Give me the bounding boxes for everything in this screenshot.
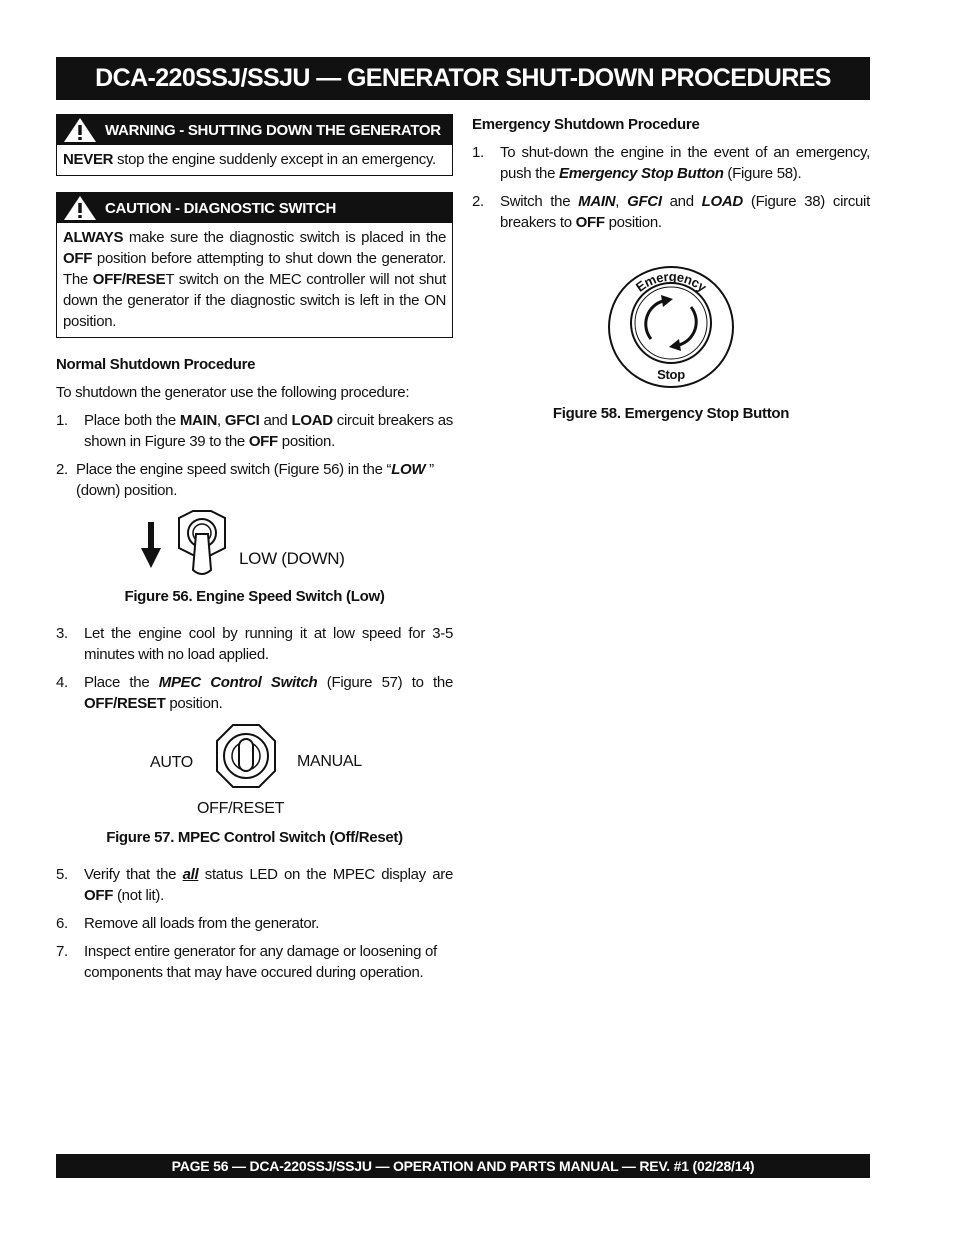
step-text-bold-italic: Emergency Stop Button (559, 165, 724, 182)
fig57-auto-label: AUTO (149, 754, 193, 771)
caution-box (56, 192, 453, 338)
caution-text-3: T switch on the MEC controller will not shut down the generator if the diagnostic switch is left in the ON position. (63, 271, 446, 330)
left-column (56, 114, 453, 990)
step-number: 7. (56, 943, 68, 960)
step-text (76, 459, 453, 501)
fig56-label: LOW (DOWN) (238, 549, 345, 568)
step-text-part: To shut-down the engine in the event of an emergency, push the (500, 144, 870, 182)
figure-56-caption: Figure 56. Engine Speed Switch (Low) (124, 588, 385, 605)
step-number: 5. (56, 866, 68, 883)
warning-triangle-icon (63, 117, 97, 143)
normal-shutdown-intro: To shutdown the generator use the following procedure: (56, 384, 410, 401)
fig57-manual-label: MANUAL (296, 753, 362, 770)
caution-triangle-icon (63, 195, 97, 221)
engine-speed-switch-figure (135, 508, 375, 580)
warning-box (56, 114, 453, 176)
fig58-bottom-label: Stop (657, 367, 685, 382)
step-text-part: Place the engine speed switch (Figure 56) in the “ (76, 461, 392, 478)
step-text-part: and (661, 193, 702, 210)
warning-header (57, 115, 452, 145)
warning-lead: NEVER (63, 151, 114, 168)
page-footer (56, 1154, 870, 1178)
step-number: 1. (56, 412, 68, 429)
step-number: 3. (56, 625, 68, 642)
caution-title: CAUTION - DIAGNOSTIC SWITCH (105, 199, 337, 217)
step-text-part: Switch the (500, 193, 579, 210)
caution-off-reset: OFF/RESE (92, 271, 166, 288)
step-text-bold: LOAD (291, 412, 333, 429)
step-text-bold: MAIN (179, 412, 217, 429)
step-text-part: (Figure 38) circuit breakers to (500, 193, 870, 231)
caution-always: ALWAYS (63, 229, 124, 246)
step-number: 6. (56, 915, 68, 932)
step-text-bold: OFF (84, 887, 114, 904)
step-text-bold: GFCI (224, 412, 260, 429)
figure-58 (472, 257, 870, 397)
page-title (56, 57, 870, 100)
step-number: 2. (56, 461, 68, 478)
step-text-part: Place the (84, 674, 159, 691)
emergency-stop-button-figure (601, 257, 741, 397)
figure-57 (56, 721, 453, 821)
figure-58-caption: Figure 58. Emergency Stop Button (552, 405, 790, 422)
step-text-part: status LED on the MPEC display are (198, 866, 453, 883)
fig58-top-text: Emergency (632, 268, 710, 295)
normal-step-2 (56, 459, 453, 501)
step-text-part: , (615, 193, 628, 210)
step-text (500, 142, 870, 184)
step-text (84, 864, 453, 906)
step-text-part: and (259, 412, 292, 429)
emergency-step-2 (472, 191, 870, 233)
figure-57-caption: Figure 57. MPEC Control Switch (Off/Reset) (106, 829, 403, 846)
step-text-part: , (217, 412, 225, 429)
step-text-bold-italic: LOAD (701, 193, 743, 210)
step-text-bold: OFF (248, 433, 278, 450)
step-text: Let the engine cool by running it at low speed for 3-5 minutes with no load applied. (84, 625, 453, 663)
right-column (472, 114, 870, 440)
step-text (84, 410, 453, 452)
step-text (500, 191, 870, 233)
caution-header (57, 193, 452, 223)
step-text-bold-italic: MPEC Control Switch (158, 674, 318, 691)
normal-step-5 (56, 864, 453, 906)
warning-body (57, 145, 452, 175)
fig57-offreset-label: OFF/RESET (196, 800, 284, 817)
emergency-step-1 (472, 142, 870, 184)
normal-step-7 (56, 941, 453, 983)
figure-56 (56, 508, 453, 580)
warning-text: stop the engine suddenly except in an emergency. (113, 151, 436, 168)
normal-step-4 (56, 672, 453, 714)
caution-body (57, 223, 452, 337)
page-title-text: DCA-220SSJ/SSJU — GENERATOR SHUT-DOWN PROCEDURES (95, 64, 831, 92)
step-number: 1. (472, 144, 484, 161)
step-text-bold-italic: MAIN (578, 193, 616, 210)
normal-shutdown-heading: Normal Shutdown Procedure (56, 356, 256, 373)
footer-text: PAGE 56 — DCA-220SSJ/SSJU — OPERATION AND PARTS MANUAL — REV. #1 (02/28/14) (171, 1158, 755, 1174)
step-text: Remove all loads from the generator. (84, 915, 320, 932)
emergency-shutdown-heading: Emergency Shutdown Procedure (472, 116, 700, 133)
step-text-part: (Figure 58). (723, 165, 802, 182)
caution-off: OFF (63, 250, 93, 267)
step-text-part: Verify that the (84, 866, 183, 883)
step-text-part: position. (604, 214, 662, 231)
step-text-part: ” (down) position. (76, 461, 434, 499)
step-number: 4. (56, 674, 68, 691)
step-text-part: (Figure 57) to the (317, 674, 454, 691)
step-text-bold-italic: LOW (391, 461, 426, 478)
caution-text-2: position before attempting to shut down the generator. The (63, 250, 446, 288)
step-text-bold: OFF (575, 214, 605, 231)
step-text-part: Place both the (84, 412, 180, 429)
step-text-part: circuit breakers as shown in Figure 39 to the (84, 412, 453, 450)
step-text-bold: OFF/RESET (84, 695, 166, 712)
step-text: Inspect entire generator for any damage or loosening of components that may have occured during operation. (84, 943, 437, 981)
normal-step-1 (56, 410, 453, 452)
step-text-part: (not lit). (113, 887, 164, 904)
step-text-bold-italic: GFCI (627, 193, 662, 210)
warning-title: WARNING - SHUTTING DOWN THE GENERATOR (105, 121, 441, 139)
normal-step-3 (56, 623, 453, 665)
step-text-emphasis: all (182, 866, 199, 883)
step-text-part: position. (165, 695, 223, 712)
step-number: 2. (472, 193, 484, 210)
mpec-control-switch-figure (125, 721, 385, 821)
step-text (84, 672, 453, 714)
step-text-part: position. (277, 433, 335, 450)
caution-text-1: make sure the diagnostic switch is placed in the (123, 229, 446, 246)
normal-step-6 (56, 913, 453, 934)
